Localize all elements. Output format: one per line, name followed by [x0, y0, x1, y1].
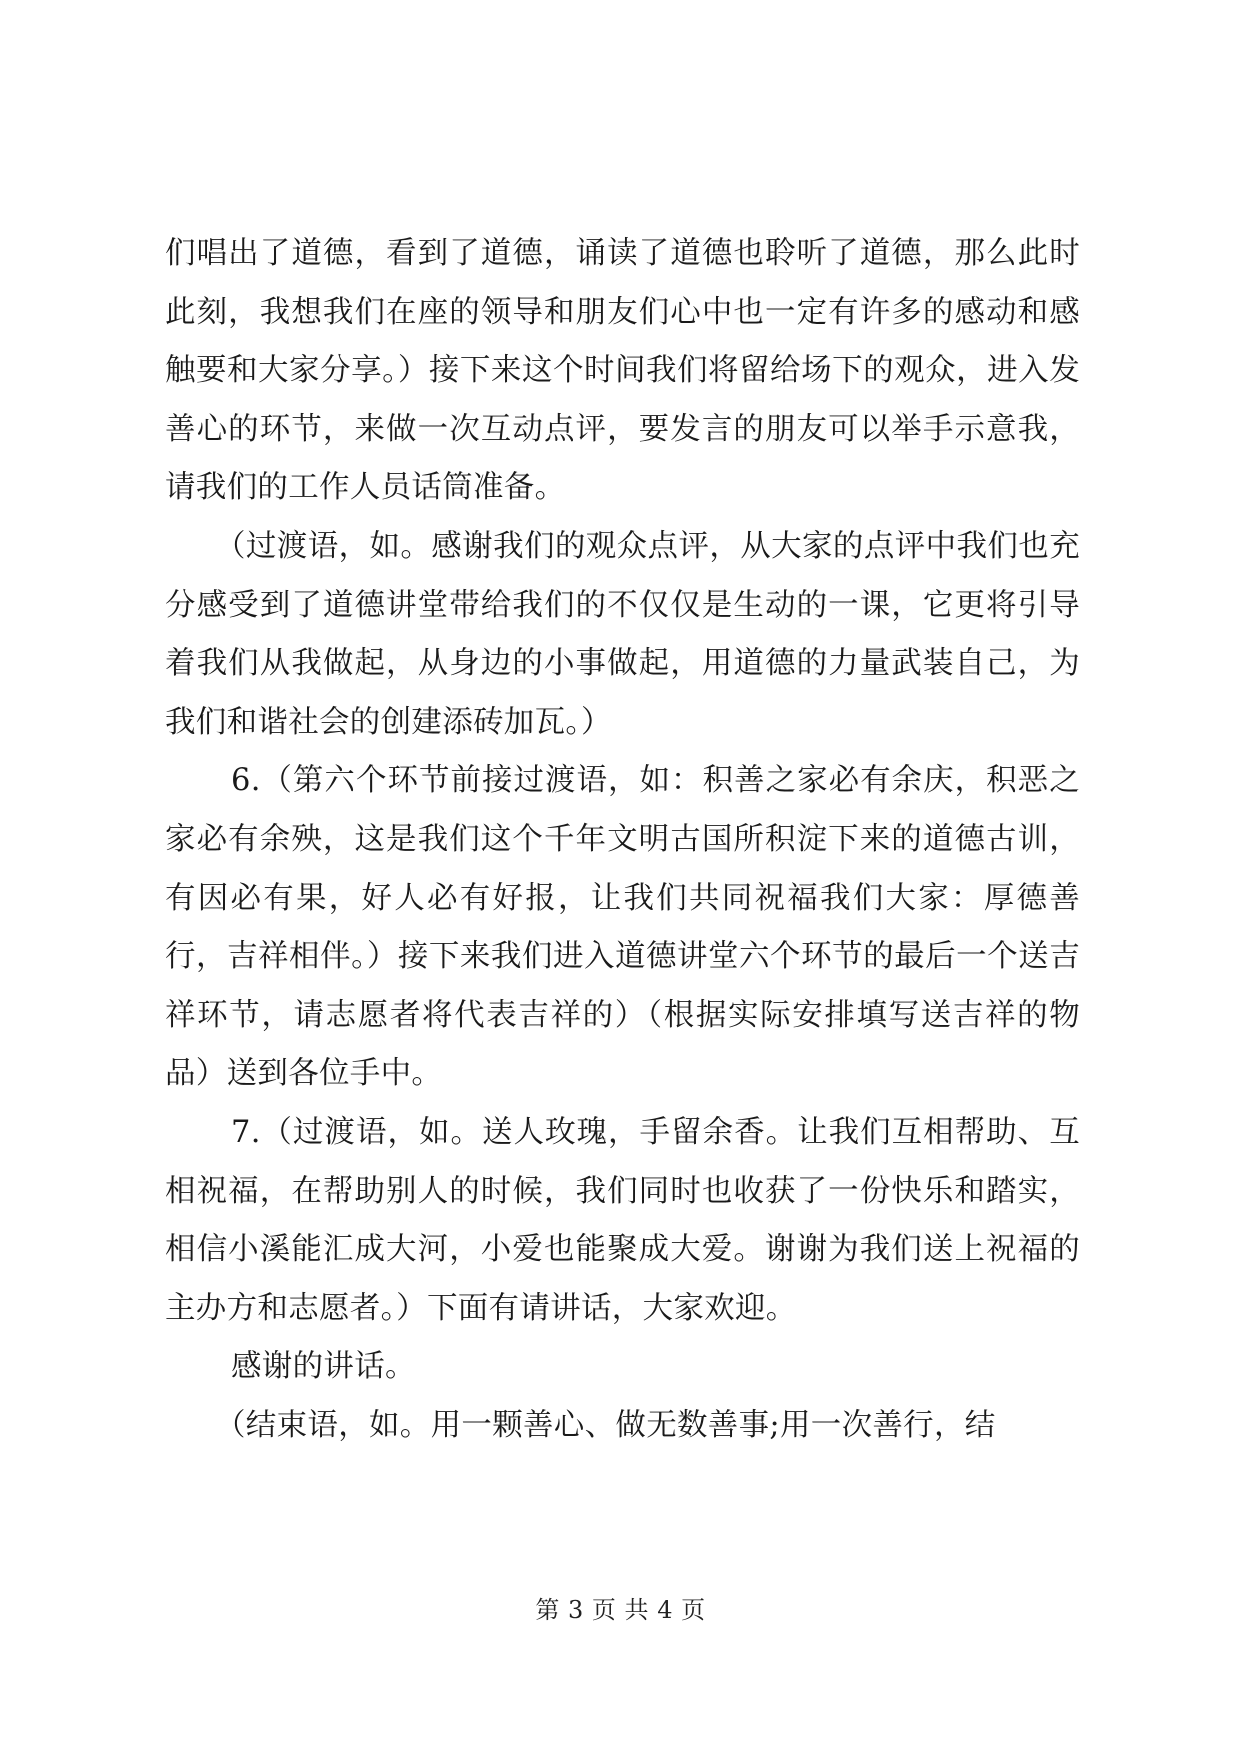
paragraph-3: 6.（第六个环节前接过渡语，如：积善之家必有余庆，积恶之家必有余殃，这是我们这个千年文明古国所积淀下来的道德古训，有因必有果，好人必有好报，让我们共同祝福我们大家：厚德善行，吉祥相伴。）接下来我们进入道德讲堂六个环节的最后一个送吉祥环节，请志愿者将代表吉祥的）（根据实际安排填写送吉祥的物品）送到各位手中。 [165, 763, 1080, 1092]
paragraph-6: （结束语，如。用一颗善心、做无数善事;用一次善行，结 [215, 1407, 996, 1443]
page-footer: 第 3 页 共 4 页 [535, 1596, 706, 1624]
paragraph-5: 感谢的讲话。 [231, 1349, 416, 1385]
document-body [165, 225, 1080, 1455]
paragraph-2: （过渡语，如。感谢我们的观众点评，从大家的点评中我们也充分感受到了道德讲堂带给我们的不仅仅是生动的一课，它更将引导着我们从我做起，从身边的小事做起，用道德的力量武装自己，为我们和谐社会的创建添砖加瓦。） [165, 528, 1080, 740]
paragraph-4: 7.（过渡语，如。送人玫瑰，手留余香。让我们互相帮助、互相祝福，在帮助别人的时候，我们同时也收获了一份快乐和踏实，相信小溪能汇成大河，小爱也能聚成大爱。谢谢为我们送上祝福的主办方和志愿者。）下面有请讲话，大家欢迎。 [165, 1114, 1080, 1326]
paragraph-1: 们唱出了道德，看到了道德，诵读了道德也聆听了道德，那么此时此刻，我想我们在座的领导和朋友们心中也一定有许多的感动和感触要和大家分享。）接下来这个时间我们将留给场下的观众，进入发善心的环节，来做一次互动点评，要发言的朋友可以举手示意我，请我们的工作人员话筒准备。 [165, 236, 1080, 506]
